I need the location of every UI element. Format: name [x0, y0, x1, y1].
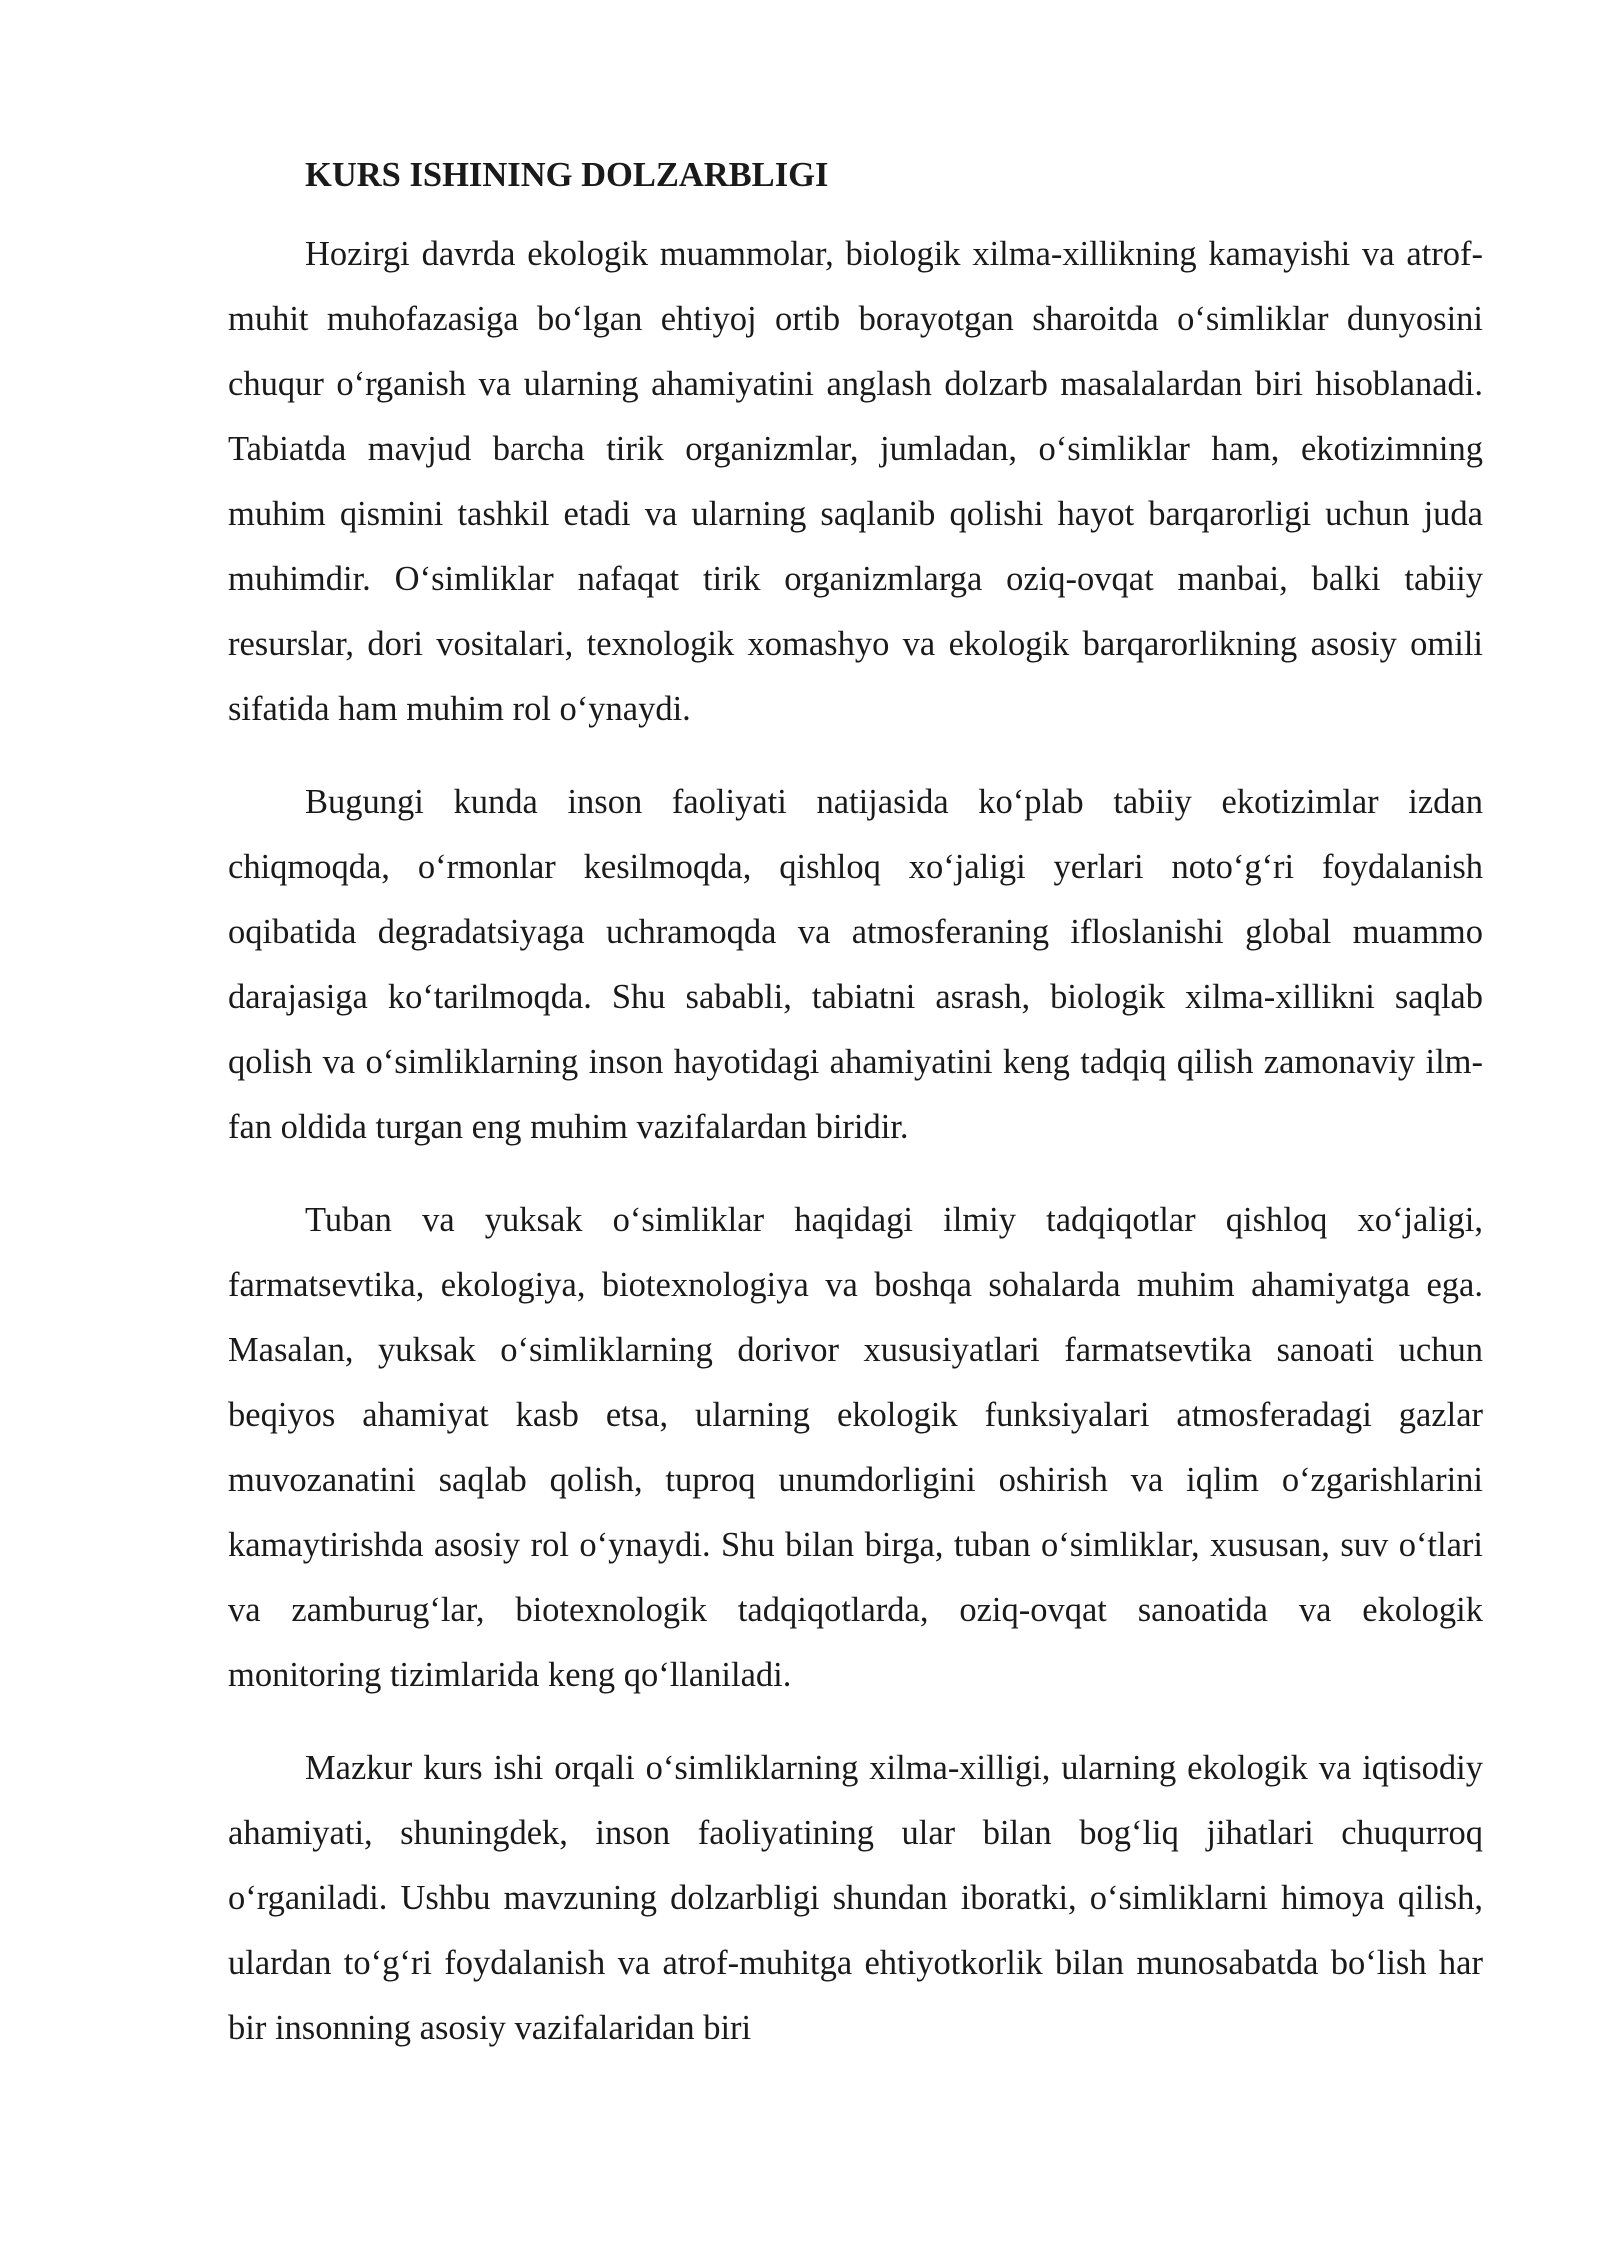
paragraph: Tuban va yuksak oʻsimliklar haqidagi ilmiy tadqiqotlar qishloq xoʻjaligi, farmatsevtika, ekologiya, biotexnologiya va boshqa sohalarda muhim ahamiyatga ega. Masalan, yuksak oʻsimliklarning dorivor xususiyatlari farmatsevtika sanoati uchun beqiyos ahamiyat kasb etsa, ularning ekologik funksiyalari atmosferadagi gazlar muvozanatini saqlab qolish, tuproq unumdorligini oshirish va iqlim oʻzgarishlarini kamaytirishda asosiy rol oʻynaydi. Shu bilan birga, tuban oʻsimliklar, xususan, suv oʻtlari va zamburugʻlar, biotexnologik tadqiqotlarda, oziq-ovqat sanoatida va ekologik monitoring tizimlarida keng qoʻllaniladi. — [228, 1201, 1483, 1694]
paragraph: Mazkur kurs ishi orqali oʻsimliklarning xilma-xilligi, ularning ekologik va iqtisodiy ahamiyati, shuningdek, inson faoliyatining ular bilan bogʻliq jihatlari chuqurroq oʻrganiladi. Ushbu mavzuning dolzarbligi shundan iboratki, oʻsimliklarni himoya qilish, ulardan toʻgʻri foydalanish va atrof-muhitga ehtiyotkorlik bilan munosabatda boʻlish har bir insonning asosiy vazifalaridan biri — [228, 1749, 1483, 2047]
section-heading: KURS ISHINING DOLZARBLIGI — [305, 156, 829, 194]
paragraph: Bugungi kunda inson faoliyati natijasida koʻplab tabiiy ekotizimlar izdan chiqmoqda, oʻrmonlar kesilmoqda, qishloq xoʻjaligi yerlari notoʻgʻri foydalanish oqibatida degradatsiyaga uchramoqda va atmosferaning ifloslanishi global muammo darajasiga koʻtarilmoqda. Shu sababli, tabiatni asrash, biologik xilma-xillikni saqlab qolish va oʻsimliklarning inson hayotidagi ahamiyatini keng tadqiq qilish zamonaviy ilm-fan oldida turgan eng muhim vazifalardan biridir. — [228, 783, 1483, 1146]
document-body — [228, 148, 1483, 2089]
paragraph: Hozirgi davrda ekologik muammolar, biologik xilma-xillikning kamayishi va atrof-muhit muhofazasiga boʻlgan ehtiyoj ortib borayotgan sharoitda oʻsimliklar dunyosini chuqur oʻrganish va ularning ahamiyatini anglash dolzarb masalalardan biri hisoblanadi. Tabiatda mavjud barcha tirik organizmlar, jumladan, oʻsimliklar ham, ekotizimning muhim qismini tashkil etadi va ularning saqlanib qolishi hayot barqarorligi uchun juda muhimdir. Oʻsimliklar nafaqat tirik organizmlarga oziq-ovqat manbai, balki tabiiy resurslar, dori vositalari, texnologik xomashyo va ekologik barqarorlikning asosiy omili sifatida ham muhim rol oʻynaydi. — [228, 235, 1483, 728]
